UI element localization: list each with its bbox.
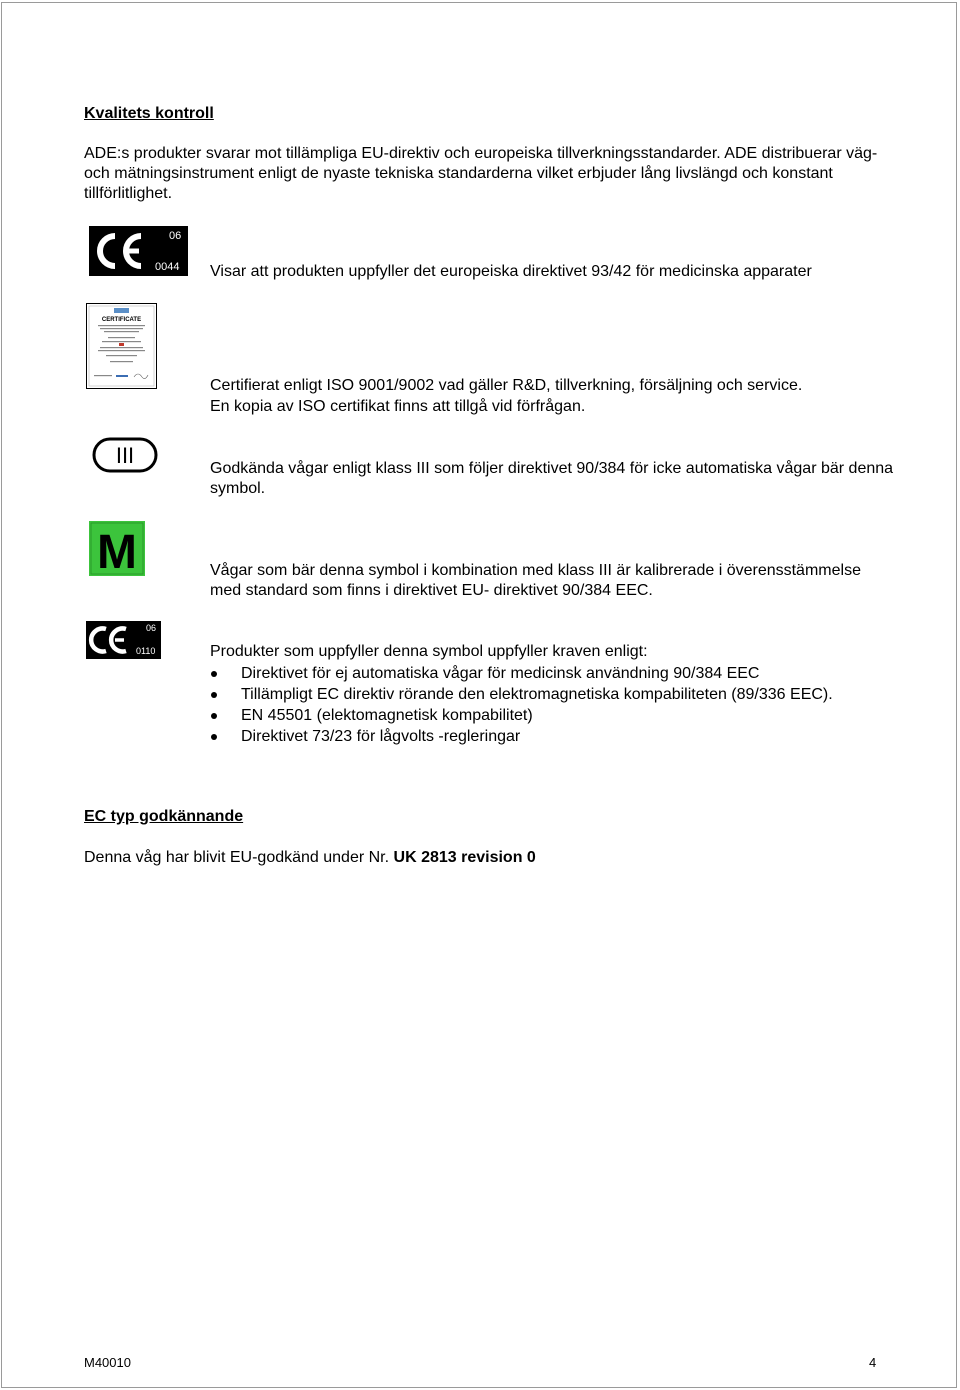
metrology-m-label: M xyxy=(97,526,137,576)
list-item: Tillämpligt EC direktiv rörande den elektromagnetiska kompabiliteten (89/336 EEC). xyxy=(210,685,870,705)
bullet-icon xyxy=(211,692,217,698)
footer-page-number: 4 xyxy=(869,1355,877,1370)
class-iii-label: III xyxy=(115,443,135,468)
ec-approval-prefix: Denna våg har blivit EU-godkänd under Nr. xyxy=(84,849,394,866)
section-heading-ec-approval: EC typ godkännande xyxy=(84,808,244,825)
certificate-title: CERTIFICATE xyxy=(101,317,142,323)
class-iii-icon xyxy=(92,437,158,473)
bullet-icon xyxy=(211,713,217,719)
metrology-m-mark xyxy=(89,521,145,582)
list-item: Direktivet för ej automatiska vågar för medicinsk användning 90/384 EEC xyxy=(210,664,901,684)
footer-doc-code: M40010 xyxy=(84,1355,131,1370)
ce-mark-0110 xyxy=(86,621,161,665)
ec-approval-number: UK 2813 revision 0 xyxy=(393,849,536,866)
list-item: EN 45501 (elektomagnetisk kompabilitet) xyxy=(210,706,901,726)
section-heading-quality: Kvalitets kontroll xyxy=(84,105,214,122)
bullet-icon xyxy=(211,671,217,677)
metrology-m-text: Vågar som bär denna symbol i kombination med klass III är kalibrerade i överensstämmelse med standard som finns i direktivet EU- direktivet 90/384 EEC. xyxy=(210,562,861,599)
ec-approval-text xyxy=(84,848,884,868)
ce-0044-code: 0044 xyxy=(155,261,180,273)
ce-0110-icon xyxy=(86,621,161,659)
ce-0044-number: 06 xyxy=(169,230,182,242)
ce-0044-text: Visar att produkten uppfyller det europeiska direktivet 93/42 för medicinska apparater xyxy=(210,263,812,280)
ce-0110-text: Produkter som uppfyller denna symbol uppfyller kraven enligt: xyxy=(210,643,648,660)
intro-paragraph: ADE:s produkter svarar mot tillämpliga EU-direktiv och europeiska tillverkningsstandarder. ADE distribuerar väg- och mätningsinstrument enligt de nyaste tekniska standarderna vilket erbjuder lång livslängd och konstant tillförlitlighet. xyxy=(84,145,878,202)
certificate-icon xyxy=(86,303,157,389)
class-iii-text: Godkända vågar enligt klass III som följer direktivet 90/384 för icke automatiska vågar bär denna symbol. xyxy=(210,460,894,497)
ce-0110-code: 0110 xyxy=(136,646,156,656)
class-iii-mark xyxy=(92,437,158,479)
ce-0110-number: 06 xyxy=(146,623,157,633)
ce-0044-icon xyxy=(89,226,188,276)
list-item: Direktivet 73/23 för lågvolts -regleringar xyxy=(210,727,901,747)
iso-text-line2: En kopia av ISO certifikat finns att tillgå vid förfrågan. xyxy=(210,398,586,415)
requirements-list xyxy=(210,664,901,748)
ce-mark-0044 xyxy=(89,226,188,282)
metrology-m-icon xyxy=(89,521,145,576)
bullet-icon xyxy=(211,734,217,740)
iso-text-line1: Certifierat enligt ISO 9001/9002 vad gäller R&D, tillverkning, försäljning och service. xyxy=(210,377,803,394)
iso-certificate-image xyxy=(86,303,157,395)
